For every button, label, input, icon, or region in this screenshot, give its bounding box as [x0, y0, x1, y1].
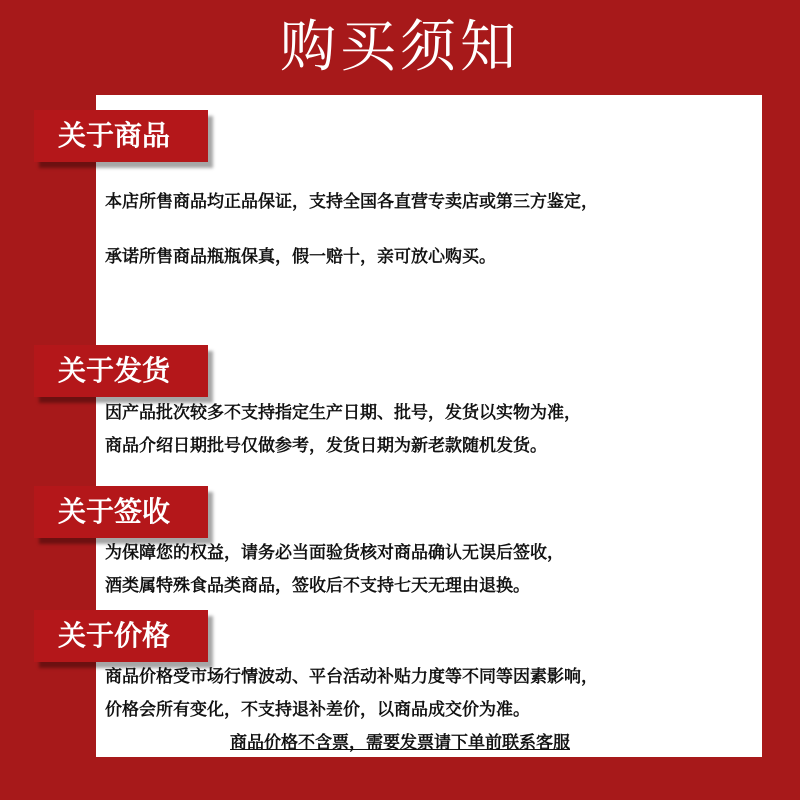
price-line-1: 商品价格受市场行情波动、平台活动补贴力度等不同等因素影响，: [105, 667, 598, 687]
shipping-line-2: 商品介绍日期批号仅做参考，发货日期为新老款随机发货。: [105, 436, 547, 456]
product-line-2: 承诺所售商品瓶瓶保真，假一赔十，亲可放心购买。: [105, 247, 496, 267]
product-line-1: 本店所售商品均正品保证，支持全国各直营专卖店或第三方鉴定，: [105, 192, 598, 212]
section-heading-signing: 关于签收: [34, 486, 208, 538]
section-heading-price: 关于价格: [34, 610, 208, 662]
price-line-2: 价格会所有变化，不支持退补差价，以商品成交价为准。: [105, 700, 530, 720]
shipping-line-1: 因产品批次较多不支持指定生产日期、批号，发货以实物为准，: [105, 403, 581, 423]
signing-line-1: 为保障您的权益，请务必当面验货核对商品确认无误后签收，: [105, 543, 564, 563]
section-heading-product: 关于商品: [34, 110, 208, 162]
invoice-notice: 商品价格不含票，需要发票请下单前联系客服: [230, 733, 570, 753]
section-heading-shipping: 关于发货: [34, 345, 208, 397]
signing-line-2: 酒类属特殊食品类商品，签收后不支持七天无理由退换。: [105, 576, 530, 596]
page-title: 购买须知: [280, 15, 520, 80]
